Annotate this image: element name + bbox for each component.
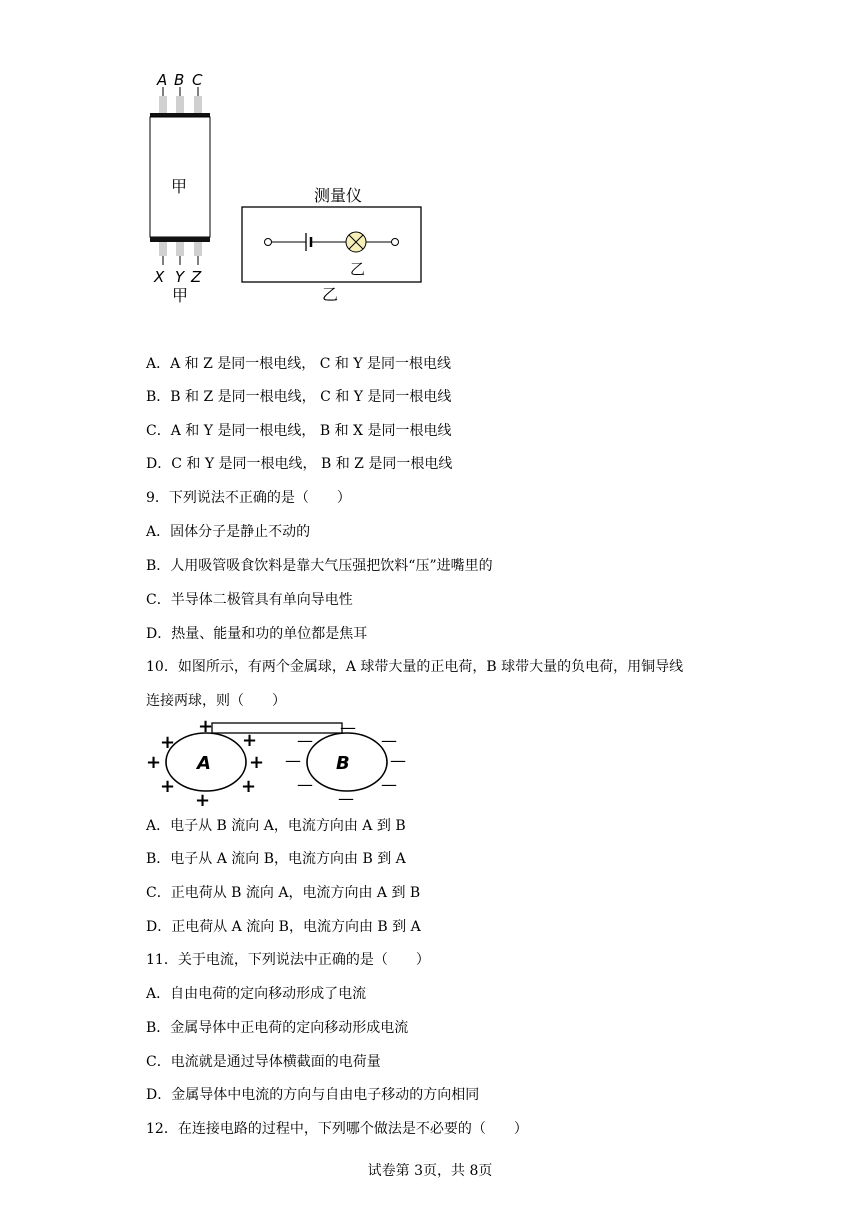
cable-under-label: 甲 <box>172 286 189 305</box>
plus-sign: + <box>241 776 257 797</box>
minus-sign: — <box>297 775 313 794</box>
plus-sign: + <box>195 790 211 810</box>
charged-spheres-figure <box>140 714 420 810</box>
terminal-label-x: X <box>154 268 165 286</box>
q8-option-a: A．A 和 Z 是同一根电线， C 和 Y 是同一根电线 <box>146 356 452 372</box>
sphere-a-label: A <box>197 753 211 774</box>
q10-option-b: B．电子从 A 流向 B，电流方向由 B 到 A <box>146 851 406 867</box>
minus-sign: — <box>390 751 406 770</box>
plus-sign: + <box>242 730 258 751</box>
minus-sign: — <box>340 718 356 737</box>
q11-option-d: D．金属导体中电流的方向与自由电子移动的方向相同 <box>146 1087 480 1103</box>
bulb-icon <box>346 232 366 252</box>
cable-body-label: 甲 <box>171 177 188 196</box>
q11-option-c: C．电流就是通过导体横截面的电荷量 <box>146 1054 381 1070</box>
q11-option-a: A．自由电荷的定向移动形成了电流 <box>146 986 367 1002</box>
plus-sign: + <box>249 752 265 773</box>
q9-option-c: C．半导体二极管具有单向导电性 <box>146 592 353 608</box>
bulb-label: 乙 <box>350 260 366 278</box>
q11-stem: 11．关于电流，下列说法中正确的是（ ） <box>146 952 430 968</box>
minus-sign: — <box>285 751 301 770</box>
q11-option-b: B．金属导体中正电荷的定向移动形成电流 <box>146 1020 409 1036</box>
page-footer: 试卷第 3页，共 8页 <box>367 1163 493 1179</box>
plus-sign: + <box>146 752 162 773</box>
q10-option-c: C．正电荷从 B 流向 A，电流方向由 A 到 B <box>146 885 421 901</box>
sphere-b-label: B <box>336 753 350 774</box>
minus-sign: — <box>381 775 397 794</box>
q10-stem-line1: 10．如图所示，有两个金属球，A 球带大量的正电荷，B 球带大量的负电荷，用铜导线 <box>146 659 684 675</box>
q10-option-a: A．电子从 B 流向 A，电流方向由 A 到 B <box>146 818 406 834</box>
terminal-label-z: Z <box>191 268 202 286</box>
q9-option-d: D．热量、能量和功的单位都是焦耳 <box>146 626 368 642</box>
q12-stem: 12．在连接电路的过程中，下列哪个做法是不必要的（ ） <box>146 1121 528 1137</box>
meter-under-label: 乙 <box>322 285 339 304</box>
minus-sign: — <box>338 789 354 808</box>
meter-terminal-left <box>265 239 272 246</box>
plus-sign: + <box>160 732 176 753</box>
q10-stem-line2: 连接两球，则（ ） <box>146 693 286 709</box>
cable-meter-figure <box>140 64 440 314</box>
terminal-label-y: Y <box>175 268 185 286</box>
terminal-label-c: C <box>192 71 203 89</box>
q9-option-b: B．人用吸管吸食饮料是靠大气压强把饮料“压”进嘴里的 <box>146 558 493 574</box>
q8-option-b: B．B 和 Z 是同一根电线， C 和 Y 是同一根电线 <box>146 389 452 405</box>
meter-terminal-right <box>392 239 399 246</box>
q8-option-c: C．A 和 Y 是同一根电线， B 和 X 是同一根电线 <box>146 423 452 439</box>
meter-title: 测量仪 <box>314 186 363 205</box>
q9-stem: 9．下列说法不正确的是（ ） <box>146 490 351 506</box>
q9-option-a: A．固体分子是静止不动的 <box>146 524 311 540</box>
minus-sign: — <box>381 731 397 750</box>
terminal-label-a: A <box>157 71 168 89</box>
copper-wire <box>212 723 342 733</box>
plus-sign: + <box>160 776 176 797</box>
minus-sign: — <box>297 731 313 750</box>
q8-option-d: D．C 和 Y 是同一根电线， B 和 Z 是同一根电线 <box>146 456 453 472</box>
q10-option-d: D．正电荷从 A 流向 B，电流方向由 B 到 A <box>146 919 421 935</box>
terminal-label-b: B <box>174 71 185 89</box>
plus-sign: + <box>198 716 214 737</box>
